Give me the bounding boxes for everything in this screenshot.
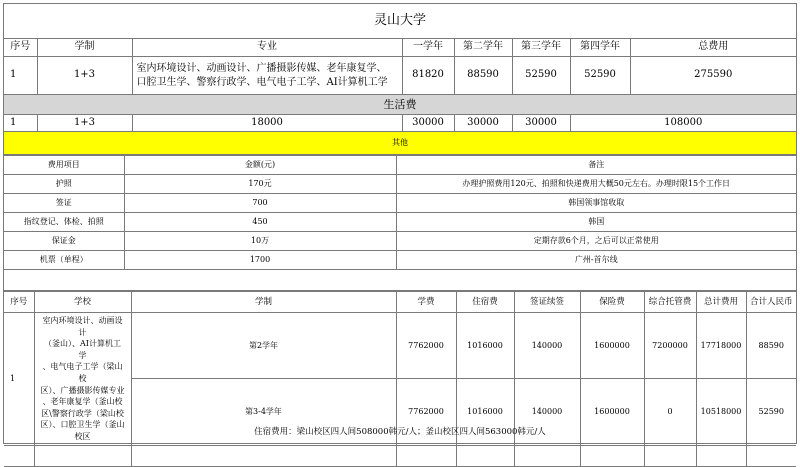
bd-header-rmb: 合计人民币 [746, 292, 796, 313]
bd-header-total: 总计费用 [696, 292, 746, 313]
living-row [4, 115, 796, 132]
bd-header-care: 综合托管费 [644, 292, 696, 313]
bd-total: 17718000 [696, 313, 746, 379]
tuition-year3: 52590 [512, 57, 570, 95]
other-item: 签证 [4, 194, 124, 213]
bd-header-dorm: 住宿费 [456, 292, 514, 313]
tuition-system: 1+3 [37, 57, 132, 95]
header-year1: 一学年 [402, 39, 454, 57]
living-year4: 30000 [512, 115, 570, 132]
breakdown-header-row [4, 292, 796, 313]
bd-no: 1 [4, 313, 34, 446]
other-row [4, 175, 796, 194]
living-total: 108000 [570, 115, 796, 132]
other-note: 定期存款6个月，之后可以正常使用 [396, 232, 796, 251]
tuition-year4: 52590 [570, 57, 630, 95]
page-title: 灵山大学 [4, 4, 796, 39]
other-item: 护照 [4, 175, 124, 194]
bd-tuition: 7762000 [396, 379, 456, 445]
bd-header-visa: 签证续签 [514, 292, 580, 313]
tuition-no: 1 [4, 57, 37, 95]
empty-cell [4, 445, 34, 466]
header-no: 序号 [4, 39, 37, 57]
other-row [4, 213, 796, 232]
bd-school-line: 、老年康复学（釜山校 [42, 397, 123, 407]
bd-school-line: 室内环境设计、动画设计 [42, 316, 123, 337]
empty-cell [746, 445, 796, 466]
header-year3: 第三学年 [512, 39, 570, 57]
other-row [4, 232, 796, 251]
bd-total: 10518000 [696, 379, 746, 445]
header-total: 总费用 [630, 39, 796, 57]
other-title: 其他 [4, 132, 796, 155]
bd-visa: 140000 [514, 379, 580, 445]
header-system: 学制 [37, 39, 132, 57]
empty-cell [644, 445, 696, 466]
other-row [4, 194, 796, 213]
other-item: 保证金 [4, 232, 124, 251]
tuition-header-row [4, 39, 796, 57]
other-amount: 1700 [124, 251, 396, 270]
empty-cell [514, 445, 580, 466]
bd-school-line: 区）、口腔卫生学（釜山 [40, 420, 125, 430]
header-year2: 第二学年 [454, 39, 512, 57]
breakdown-empty-row [4, 445, 796, 466]
living-year3: 30000 [454, 115, 512, 132]
other-row [4, 251, 796, 270]
bd-header-tuition: 学费 [396, 292, 456, 313]
bd-tuition: 7762000 [396, 313, 456, 379]
other-note: 广州-首尔线 [396, 251, 796, 270]
other-header-item: 费用项目 [4, 156, 124, 175]
other-item: 机票（单程） [4, 251, 124, 270]
other-amount: 10万 [124, 232, 396, 251]
empty-cell [131, 445, 396, 466]
other-fees-table [4, 155, 796, 291]
bd-header-insurance: 保险费 [580, 292, 644, 313]
living-year2: 30000 [402, 115, 454, 132]
spacer-cell [4, 270, 796, 291]
other-note: 办理护照费用120元、拍照和快递费用大概50元左右。办理时限15个工作日 [396, 175, 796, 194]
header-year4: 第四学年 [570, 39, 630, 57]
tuition-table [4, 4, 796, 155]
bd-school-line: （釜山）、AI计算机工学 [44, 339, 121, 360]
empty-cell [34, 445, 131, 466]
bd-school-line: 区\警察行政学（梁山校 [41, 408, 124, 418]
bd-visa: 140000 [514, 313, 580, 379]
header-major: 专业 [132, 39, 402, 57]
bd-system: 第2学年 [131, 313, 396, 379]
tuition-majors [132, 57, 402, 95]
other-title-row [4, 132, 796, 155]
other-amount: 170元 [124, 175, 396, 194]
bd-header-system: 学制 [131, 292, 396, 313]
bd-school-line: 校区 [74, 431, 91, 441]
living-title: 生活费 [4, 95, 796, 115]
other-header-row [4, 156, 796, 175]
other-item: 指纹登记、体检、拍照 [4, 213, 124, 232]
breakdown-row [4, 313, 796, 379]
empty-cell [696, 445, 746, 466]
empty-cell [456, 445, 514, 466]
bd-system: 第3-4学年 [131, 379, 396, 445]
other-amount: 700 [124, 194, 396, 213]
other-note: 韩国 [396, 213, 796, 232]
bd-dorm: 1016000 [456, 313, 514, 379]
tuition-total: 275590 [630, 57, 796, 95]
living-no: 1 [4, 115, 37, 132]
bd-rmb: 88590 [746, 313, 796, 379]
other-header-amount: 金额(元) [124, 156, 396, 175]
tuition-year1: 81820 [402, 57, 454, 95]
other-header-note: 备注 [396, 156, 796, 175]
fee-sheet [3, 3, 797, 444]
bd-dorm: 1016000 [456, 379, 514, 445]
empty-cell [580, 445, 644, 466]
bd-insurance: 1600000 [580, 313, 644, 379]
bd-school-line: 区）、广播摄影传媒专业 [40, 385, 125, 395]
bd-header-no: 序号 [4, 292, 34, 313]
tuition-majors-line1: 室内环境设计、动画设计、广播摄影传媒、老年康复学、 [136, 63, 387, 74]
dorm-fee-note: 住宿费用：梁山校区四人间508000韩元/人；釜山校区四人间563000韩元/人 [254, 427, 546, 437]
tuition-row [4, 57, 796, 95]
bd-header-school: 学校 [34, 292, 131, 313]
bd-care: 7200000 [644, 313, 696, 379]
spacer-row [4, 270, 796, 291]
bd-insurance: 1600000 [580, 379, 644, 445]
living-year1: 18000 [132, 115, 402, 132]
tuition-majors-line2: 口腔卫生学、警察行政学、电气电子工学、AI计算机工学 [136, 76, 388, 88]
bd-school-line: 、电气电子工学（梁山校 [42, 362, 123, 383]
living-title-row [4, 95, 796, 115]
empty-cell [396, 445, 456, 466]
other-amount: 450 [124, 213, 396, 232]
bd-rmb: 52590 [746, 379, 796, 445]
living-system: 1+3 [37, 115, 132, 132]
bd-care: 0 [644, 379, 696, 445]
other-note: 韩国领事馆收取 [396, 194, 796, 213]
tuition-year2: 88590 [454, 57, 512, 95]
